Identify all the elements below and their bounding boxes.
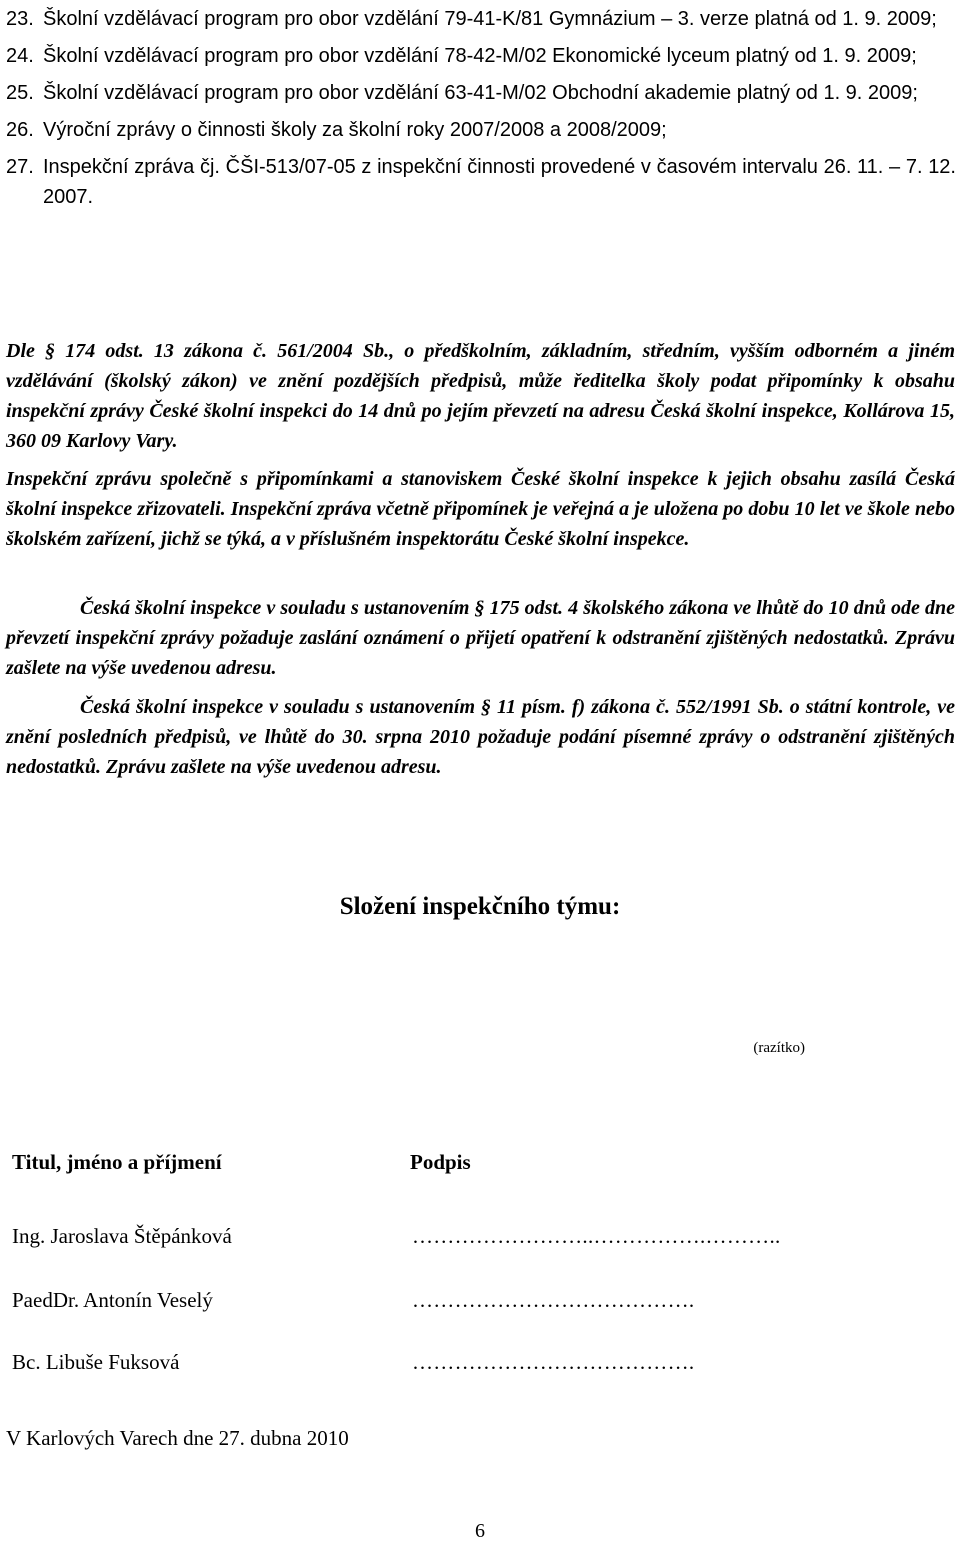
stamp-placeholder: (razítko) xyxy=(753,1040,805,1056)
list-item-number: 26. xyxy=(6,119,34,141)
page-number: 6 xyxy=(475,1520,485,1542)
team-heading: Složení inspekčního týmu: xyxy=(339,893,621,920)
list-item xyxy=(6,115,956,145)
list-item-text: Inspekční zpráva čj. ČŠI-513/07-05 z inspekční činnosti provedené v časovém intervalu 26. 11. – 7. 12. 2007. xyxy=(43,156,956,208)
paragraph-written-report-request: Česká školní inspekce v souladu s ustanovením § 11 písm. f) zákona č. 552/1991 Sb. o státní kontrole, ve znění posledních předpisů, ve lhůtě do 30. srpna 2010 požaduje podání písemné zprávy o odstranění zjištěných nedostatků. Zprávu zašlete na výše uvedenou adresu. xyxy=(6,696,955,778)
team-member-name: Ing. Jaroslava Štěpánková xyxy=(12,1224,232,1248)
list-item-number: 24. xyxy=(6,45,34,67)
paragraph-measures-request: Česká školní inspekce v souladu s ustanovením § 175 odst. 4 školského zákona ve lhůtě do 10 dnů ode dne převzetí inspekční zprávy požaduje zaslání oznámení o přijetí opatření k odstranění zjištěných nedostatků. Zprávu zašlete na výše uvedenou adresu. xyxy=(6,597,955,679)
signature-line: …………………………………. xyxy=(412,1288,695,1312)
signature-line: …………………………………. xyxy=(412,1350,695,1374)
list-item-number: 25. xyxy=(6,82,34,104)
list-item xyxy=(6,41,956,71)
place-and-date: V Karlových Varech dne 27. dubna 2010 xyxy=(6,1426,349,1450)
paragraph-report-distribution: Inspekční zprávu společně s připomínkami a stanoviskem České školní inspekce k jejich obsahu zasílá Česká školní inspekce zřizovateli. Inspekční zpráva včetně připomínek je veřejná a je uložena po dobu 10 let ve škole nebo školském zařízení, jichž se týká, a v příslušném inspektorátu České školní inspekce. xyxy=(6,468,955,550)
list-item xyxy=(6,4,956,34)
paragraph-comments-right: Dle § 174 odst. 13 zákona č. 561/2004 Sb., o předškolním, základním, středním, vyšším odborném a jiném vzdělávání (školský zákon) ve znění pozdějších předpisů, může ředitelka školy podat připomínky k obsahu inspekční zprávy České školní inspekci do 14 dnů po jejím převzetí na adresu Česká školní inspekce, Kollárova 15, 360 09 Karlovy Vary. xyxy=(6,340,955,452)
column-header-signature: Podpis xyxy=(410,1150,471,1174)
team-member-name: Bc. Libuše Fuksová xyxy=(12,1350,180,1374)
list-item-text: Školní vzdělávací program pro obor vzdělání 79-41-K/81 Gymnázium – 3. verze platná od 1. 9. 2009; xyxy=(43,8,937,30)
sources-list xyxy=(6,4,956,219)
list-item-text: Výroční zprávy o činnosti školy za školní roky 2007/2008 a 2008/2009; xyxy=(43,119,667,141)
column-header-name: Titul, jméno a příjmení xyxy=(12,1150,222,1174)
list-item-text: Školní vzdělávací program pro obor vzdělání 78-42-M/02 Ekonomické lyceum platný od 1. 9. 2009; xyxy=(43,45,917,67)
list-item-text: Školní vzdělávací program pro obor vzdělání 63-41-M/02 Obchodní akademie platný od 1. 9. 2009; xyxy=(43,82,918,104)
signature-line: ……………………..…………….……….. xyxy=(412,1224,781,1248)
list-item xyxy=(6,78,956,108)
team-member-name: PaedDr. Antonín Veselý xyxy=(12,1288,213,1312)
list-item xyxy=(6,152,956,212)
list-item-number: 27. xyxy=(6,156,34,178)
list-item-number: 23. xyxy=(6,8,34,30)
